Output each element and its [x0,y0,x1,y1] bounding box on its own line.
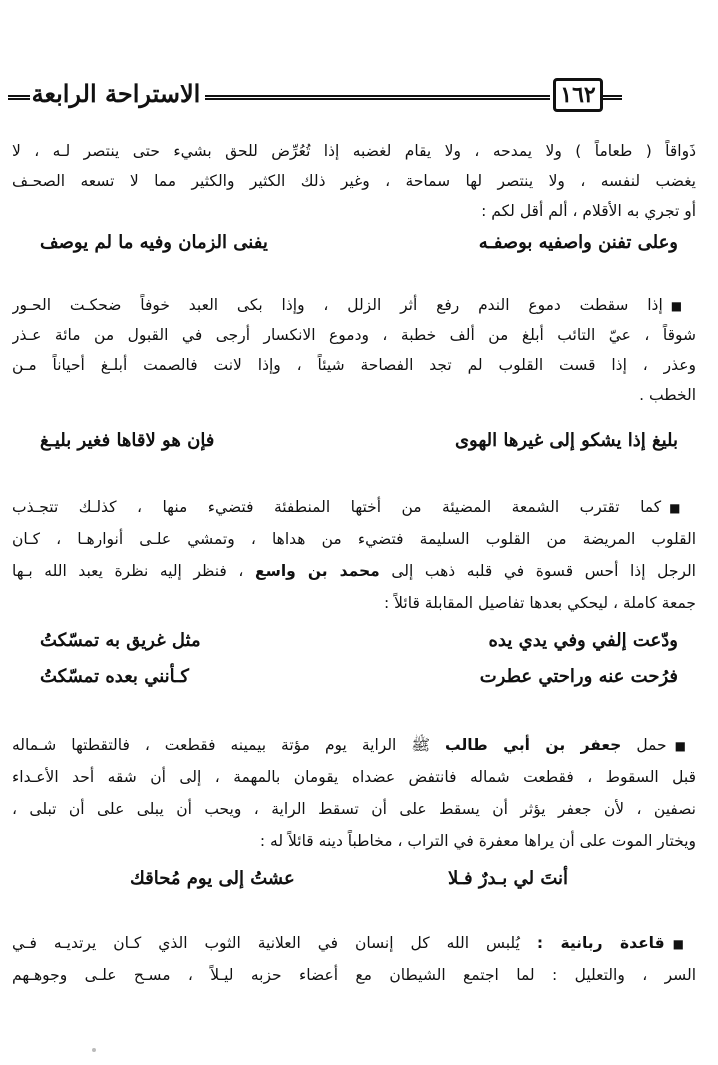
page-header [0,78,718,118]
paragraph-2-line-2: شوقاً ، عيّ التائب أبلغ من ألف خطبة ، ودموع الانكسار أرجى في القبول من مائة عـذر [12,326,696,344]
verse-2 [40,424,678,458]
paragraph-3-line-4: جمعة كاملة ، ليحكي بعدها تفاصيل المقابلة قائلاً : [384,594,696,612]
paragraph-4-line-2: قبل السقوط ، فقطعت شماله فانتفض عضداه يقومان بالمهمة ، إلى أن شقه أحد الأعـداء [12,768,696,786]
paragraph-3-line-3-text: الرجل إذا أحس قسوة في قلبه ذهب إلى محمد بن واسع ، فنظر إليه نظرة يعبد الله بـها [12,562,696,580]
page-speck [92,1048,96,1052]
chapter-title: الاستراحة الرابعة [31,79,201,108]
paragraph-4-text: حمل جعفر بن أبي طالب ﷺ الراية يوم مؤتة بيمينه فقطعت ، فالتقطتها شـماله [12,736,667,754]
paragraph-1-line-2: يغضب لنفسه ، ولا ينتصر لها سماحة ، وغير ذلك الكثير والكثير مما لا تسعه الصحـف [12,172,696,190]
paragraph-1-line-1: ذَواقاً ( طعاماً ) ولا يمدحه ، ولا يقام لغضبه إذا تُعُرِّض للحق بشيء حتى ينتصر لـه ، لا [12,142,696,160]
header-rule-middle [205,95,550,100]
bullet-icon: ■ [672,937,696,951]
paragraph-3-line-3 [12,560,696,582]
bullet-icon: ■ [669,501,696,515]
verse-3a-second-hemistich: مثل غريق به تمسّكتُ [40,630,201,651]
paragraph-4-line-3: نصفين ، لأن جعفر يؤثر أن يسقط على أن تسقط الراية ، ويحب أن يبلى على أن تبلى ، [12,800,696,818]
paragraph-3-text: كما تقترب الشمعة المضيئة من أختها المنطفئة فتضيء منها ، كذلـك تتجـذب [12,498,662,516]
paragraph-4-line-4: ويختار الموت على أن يراها معفرة في التراب ، مخاطباً دينه قائلاً له : [259,832,696,850]
verse-3b [40,660,678,694]
verse-4 [130,862,568,896]
verse-2-first-hemistich: بليغ إذا يشكو إلى غيرها الهوى [454,430,678,451]
bullet-icon: ■ [674,739,696,753]
paragraph-2-line-1 [12,294,696,317]
bold-emphasis: جعفر بن أبي طالب [445,736,622,754]
header-rule-left [600,95,622,100]
verse-3a [40,624,678,658]
verse-3a-first-hemistich: ودّعت إلفي وفي يدي يده [488,630,678,651]
verse-1-first-hemistich: وعلى تفنن واصفيه بوصفـه [478,232,678,253]
paragraph-5-line-1 [12,932,696,955]
verse-2-second-hemistich: فإن هو لاقاها فغير بليـغ [40,430,215,451]
paragraph-2-line-4: الخطب . [639,386,696,404]
verse-1 [40,226,678,260]
paragraph-2-text: إذا سقطت دموع الندم رفع أثر الزلل ، وإذا بكى العبد خوفاً ضحكـت الحـور [12,296,663,314]
bold-emphasis: قاعدة ربانية : [536,934,665,952]
verse-3b-second-hemistich: كـأنني بعده تمسّكتُ [40,666,189,687]
paragraph-3-line-2: القلوب المريضة من القلوب السليمة فتضيء من هداها ، وتمشي علـى أنوارهـا ، كـان [12,530,696,548]
header-rule-right [8,95,30,100]
verse-3b-first-hemistich: فرُحت عنه وراحتي عطرت [479,666,678,687]
bullet-icon: ■ [670,299,696,313]
paragraph-3-line-1 [12,496,696,519]
paragraph-1-line-3: أو تجري به الأقلام ، ألم أقل لكم : [481,202,696,220]
paragraph-5-line-2: السر ، والتعليل : لما اجتمع الشيطان مع أعضاء حزبه ليـلاً ، مسـح علـى وجوهـهم [12,966,696,984]
paragraph-4-line-1 [12,734,696,757]
paragraph-5-text: قاعدة ربانية : يُلبس الله كل إنسان في العلانية الثوب الذي كـان يرتديـه فـي [12,934,665,952]
verse-4-second-hemistich: عشتُ إلى يوم مُحاقك [130,868,295,889]
verse-1-second-hemistich: يفنى الزمان وفيه ما لم يوصف [40,232,268,253]
bold-emphasis: محمد بن واسع [254,562,380,580]
verse-4-first-hemistich: أنتَ لي بـدرٌ فـلا [447,868,568,889]
paragraph-2-line-3: وعذر ، إذا قست القلوب لم تجد الفصاحة شيئاً ، وإذا لانت فالصمت أبلـغ أحياناً مـن [12,356,696,374]
page-number: ١٦٢ [553,78,603,112]
